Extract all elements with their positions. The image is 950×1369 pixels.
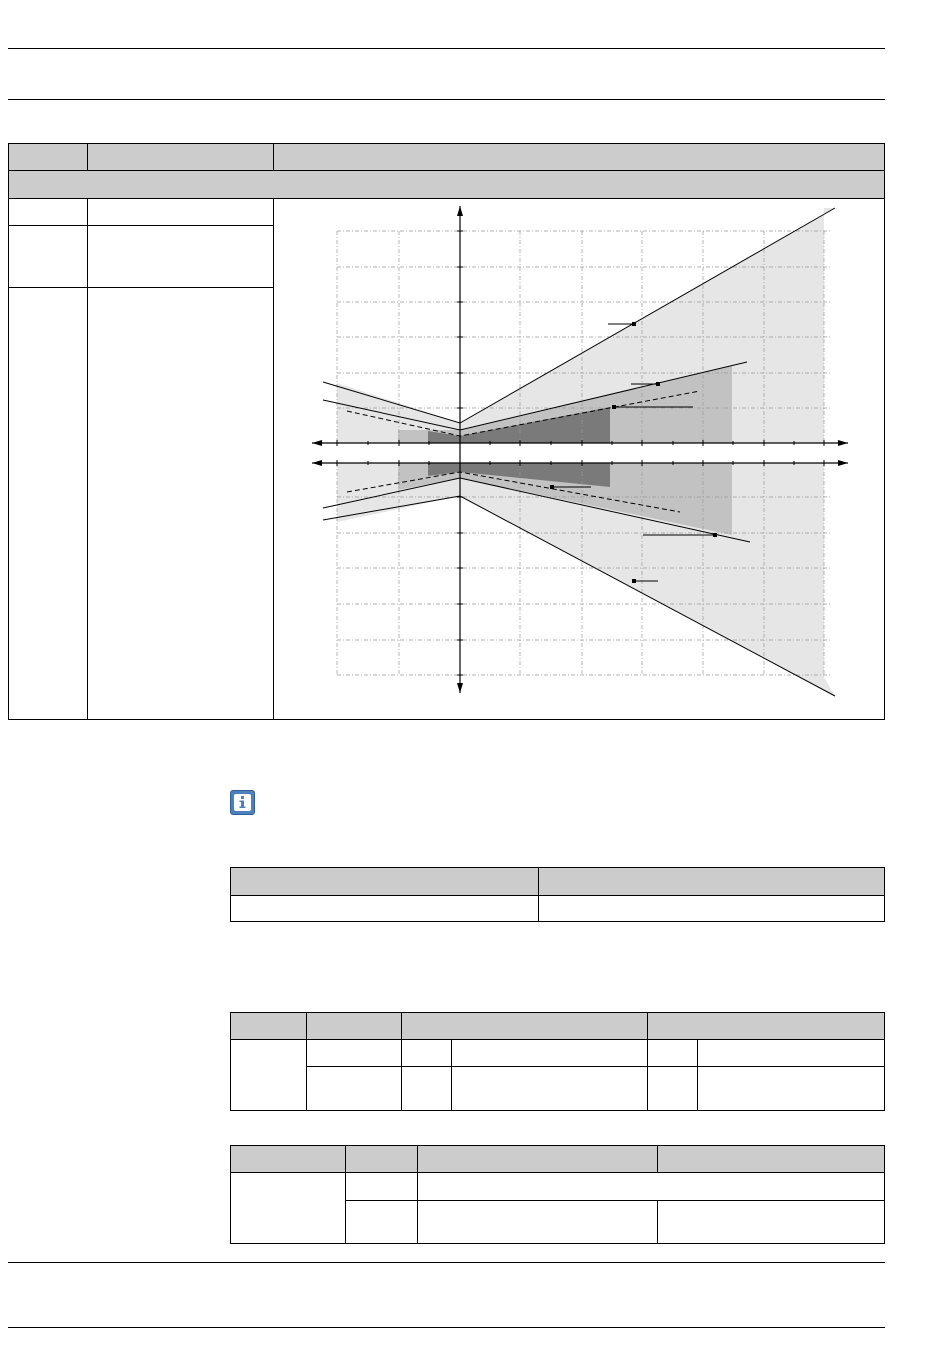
table-4-header-1 <box>231 1146 346 1173</box>
table-3-r2-c5 <box>648 1067 698 1111</box>
table-3-row-label <box>231 1040 307 1111</box>
table-4-row-label <box>231 1173 346 1244</box>
spec-row-3-cell-1 <box>9 288 88 720</box>
spec-table-header-col1 <box>9 144 88 171</box>
table-3-r1-c3 <box>402 1040 452 1067</box>
table-3-header-2 <box>307 1013 402 1040</box>
table-4-header-2 <box>346 1146 418 1173</box>
table-3-r2-c4 <box>452 1067 648 1111</box>
table-3-header-1 <box>231 1013 307 1040</box>
spec-table <box>8 143 885 720</box>
table-3-header-3 <box>402 1013 648 1040</box>
table-2-cell-1 <box>231 896 539 922</box>
table-2-header-1 <box>231 868 539 896</box>
table-4 <box>230 1145 885 1244</box>
info-icon <box>230 790 255 815</box>
table-3 <box>230 1012 885 1111</box>
table-2-header-2 <box>539 868 885 896</box>
table-4-r2-c3 <box>418 1201 658 1244</box>
table-4-r2-c2 <box>346 1201 418 1244</box>
footer-rule-top <box>8 1262 885 1263</box>
spec-table-section-row <box>9 171 885 199</box>
table-3-r1-c6 <box>698 1040 885 1067</box>
table-3-r2-c6 <box>698 1067 885 1111</box>
header-rule-bottom <box>8 99 885 100</box>
table-4-header-4 <box>658 1146 885 1173</box>
table-3-header-4 <box>648 1013 885 1040</box>
table-4-r1-span <box>418 1173 885 1201</box>
table-2 <box>230 867 885 922</box>
table-3-r1-c4 <box>452 1040 648 1067</box>
table-3-r1-c2 <box>307 1040 402 1067</box>
table-3-r2-c3 <box>402 1067 452 1111</box>
spec-row-2-cell-2 <box>88 226 274 288</box>
table-4-header-3 <box>418 1146 658 1173</box>
spec-table-header-col3 <box>274 144 885 171</box>
spec-row-1-cell-2 <box>88 199 274 226</box>
table-3-r1-c5 <box>648 1040 698 1067</box>
table-4-r1-c2 <box>346 1173 418 1201</box>
chart-cell <box>274 199 885 720</box>
table-2-cell-2 <box>539 896 885 922</box>
spec-row-1-cell-1 <box>9 199 88 226</box>
footer-rule-bottom <box>8 1327 885 1328</box>
spec-row-2-cell-1 <box>9 226 88 288</box>
table-3-r2-c2 <box>307 1067 402 1111</box>
table-4-r2-c4 <box>658 1201 885 1244</box>
spec-row-3-cell-2 <box>88 288 274 720</box>
spec-table-header-col2 <box>88 144 274 171</box>
header-rule-top <box>8 48 885 49</box>
